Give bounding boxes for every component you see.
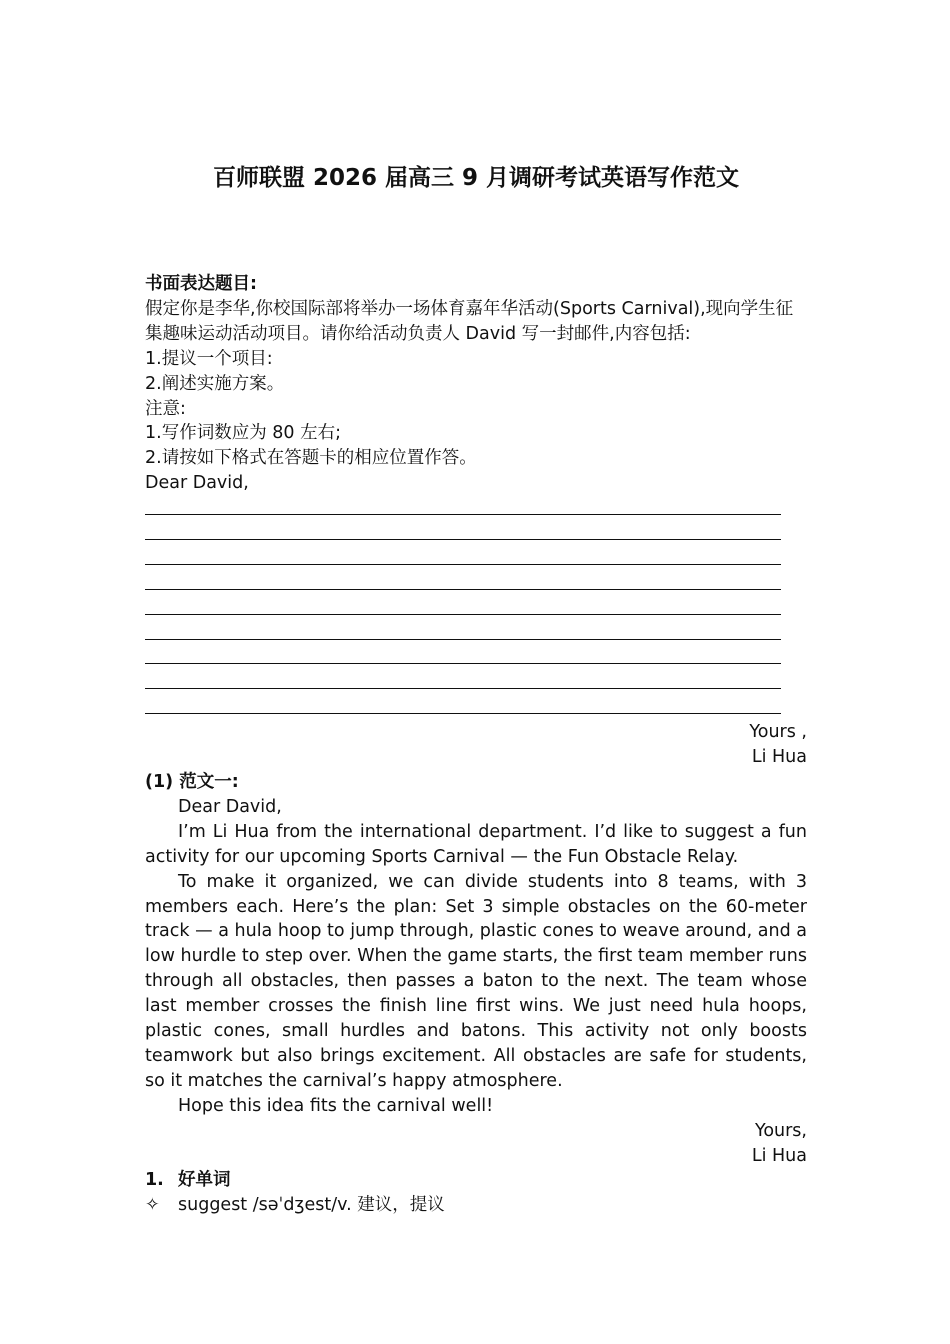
answer-line	[145, 546, 781, 571]
prompt-line: 1.写作词数应为 80 左右;	[145, 423, 341, 444]
vocab-number: 1.	[145, 1170, 164, 1191]
answer-line	[145, 596, 781, 621]
prompt-line: 注意:	[145, 398, 186, 419]
sample-salutation: Dear David,	[178, 796, 282, 817]
answer-line	[145, 496, 781, 521]
prompt-line: 2.阐述实施方案。	[145, 373, 285, 394]
answer-line	[145, 646, 781, 671]
prompt-line: 2.请按如下格式在答题卡的相应位置作答。	[145, 448, 477, 469]
answer-line	[145, 571, 781, 596]
vocab-item	[145, 1193, 807, 1218]
vocab-item-text: suggest /səˈdʒest/v. 建议，提议	[178, 1195, 445, 1216]
prompt-line: 1.提议一个项目:	[145, 348, 273, 369]
prompt-signature: Li Hua	[751, 747, 807, 768]
sample-signature: Li Hua	[751, 1145, 807, 1166]
answer-line	[145, 670, 781, 695]
prompt-salutation: Dear David,	[145, 473, 249, 494]
sample-paragraph: I’m Li Hua from the international department. I’d like to suggest a fun activity for our upcoming Sports Carnival — the Fun Obstacle Relay.	[145, 821, 807, 867]
sample-closing: Yours,	[754, 1120, 807, 1141]
answer-line	[145, 621, 781, 646]
prompt-line: 假定你是李华,你校国际部将举办一场体育嘉年华活动(Sports Carnival),现向学生征集趣味运动活动项目。请你给活动负责人 David 写一封邮件,内容包括:	[145, 298, 794, 344]
vocab-heading-text: 好单词	[178, 1170, 231, 1191]
sample-heading: (1) 范文一:	[145, 771, 239, 792]
sample-paragraph: To make it organized, we can divide students into 8 teams, with 3 members each. Here’s the plan: Set 3 simple obstacles on the 60-meter track — a hula hoop to jump through, plastic cones to weave around, and a low hurdle to step over. When the game starts, the first team member runs through all obstacles, then passes a baton to the next. The team whose last member crosses the finish line first wins. We just need hula hoops, plastic cones, small hurdles and batons. This activity not only boosts teamwork but also brings excitement. All obstacles are safe for students, so it matches the carnival’s happy atmosphere.	[145, 871, 807, 1091]
document-title: 百师联盟 2026 届高三 9 月调研考试英语写作范文	[212, 165, 740, 191]
sample-paragraph: Hope this idea fits the carnival well!	[178, 1095, 494, 1116]
answer-line	[145, 521, 781, 546]
prompt-heading: 书面表达题目:	[145, 274, 257, 294]
prompt-closing: Yours ,	[749, 722, 807, 743]
vocab-heading	[145, 1168, 807, 1193]
document-body	[145, 272, 807, 1218]
star-icon: ✧	[145, 1195, 160, 1216]
answer-line	[145, 695, 781, 720]
